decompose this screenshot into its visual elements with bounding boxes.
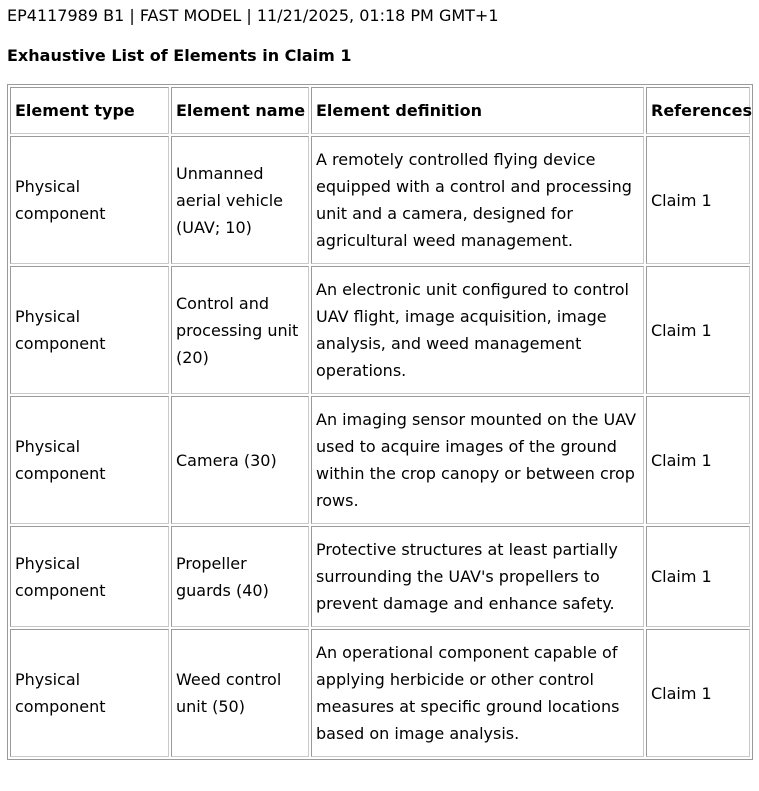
cell-element-definition: A remotely controlled flying device equipped with a control and processing unit and a camera, designed for agricultural weed management. xyxy=(311,136,644,264)
cell-references: Claim 1 xyxy=(646,396,750,524)
cell-element-definition: An electronic unit configured to control UAV flight, image acquisition, image analysis, and weed management operations. xyxy=(311,266,644,394)
table-header-row xyxy=(10,87,750,134)
document xyxy=(7,6,753,760)
claim-elements-table xyxy=(7,84,753,760)
table-row xyxy=(10,266,750,394)
cell-element-definition: An operational component capable of applying herbicide or other control measures at specific ground locations based on image analysis. xyxy=(311,629,644,757)
cell-element-type: Physical component xyxy=(10,396,169,524)
table-body xyxy=(10,136,750,757)
column-header-references: References xyxy=(646,87,750,134)
cell-element-type: Physical component xyxy=(10,266,169,394)
cell-references: Claim 1 xyxy=(646,629,750,757)
cell-element-name: Camera (30) xyxy=(171,396,309,524)
page-title: Exhaustive List of Elements in Claim 1 xyxy=(7,46,352,65)
cell-element-name: Control and processing unit (20) xyxy=(171,266,309,394)
table-row xyxy=(10,629,750,757)
cell-element-type: Physical component xyxy=(10,136,169,264)
column-header-element-definition: Element definition xyxy=(311,87,644,134)
table-row xyxy=(10,396,750,524)
document-meta-line: EP4117989 B1 | FAST MODEL | 11/21/2025, 01:18 PM GMT+1 xyxy=(7,6,499,25)
column-header-element-name: Element name xyxy=(171,87,309,134)
table-row xyxy=(10,136,750,264)
cell-element-definition: An imaging sensor mounted on the UAV used to acquire images of the ground within the crop canopy or between crop rows. xyxy=(311,396,644,524)
cell-element-type: Physical component xyxy=(10,629,169,757)
cell-element-type: Physical component xyxy=(10,526,169,627)
cell-element-definition: Protective structures at least partially surrounding the UAV's propellers to prevent damage and enhance safety. xyxy=(311,526,644,627)
cell-element-name: Weed control unit (50) xyxy=(171,629,309,757)
cell-references: Claim 1 xyxy=(646,526,750,627)
cell-references: Claim 1 xyxy=(646,266,750,394)
table-row xyxy=(10,526,750,627)
column-header-element-type: Element type xyxy=(10,87,169,134)
cell-references: Claim 1 xyxy=(646,136,750,264)
cell-element-name: Propeller guards (40) xyxy=(171,526,309,627)
cell-element-name: Unmanned aerial vehicle (UAV; 10) xyxy=(171,136,309,264)
